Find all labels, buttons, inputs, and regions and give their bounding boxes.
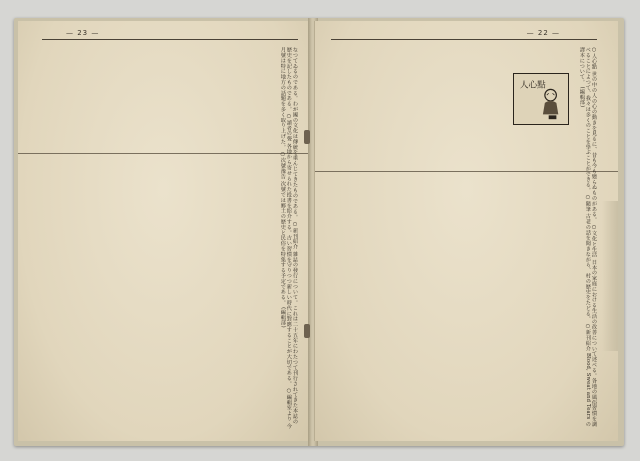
page-number-left: — 23 — <box>66 29 100 37</box>
book-spread <box>14 18 624 446</box>
left-page <box>18 21 310 441</box>
header-rule-right <box>331 39 597 40</box>
binding-staple-bottom <box>304 324 310 338</box>
vignette-title: 人心點 <box>519 80 546 91</box>
header-rule-left <box>42 39 298 40</box>
right-page <box>314 21 618 441</box>
page-edge-wear <box>602 201 618 351</box>
binding-staple-top <box>304 130 310 144</box>
body-text-right: ○人心點 世の中の人の心の動きを見るに、昔も今も變らぬものがある。 ○文化と生活 日本の家庭における生活の改善について述べる。各地の風俗習慣を調べることによつて、我々は多くのことを學ぶことができる。 ○隨筆 古老の話を聞きながら、村の歴史をたどる。 ○新刊紹介 Blood, Sweat and Tears の譯本について。 (編輯部) <box>578 47 597 427</box>
page-number-right: — 22 — <box>526 29 560 37</box>
body-text-left: なつてゐるのである。わが國の文化は傳統を重んじてきたものである。 ○新刊紹介 雜誌の發行について。これは二十五年にわたつて刊行されてきた本誌の歴史を記したものである。 ○讀者の聲 各地から寄せられた投書を紹介する。古い習慣を守りつつ新しい時代に對應することが大切である。 ○編輯室より 今月號は特に地方の話題を多く取り上げた。 ○次號豫告 次號では郷土の歴史と民俗を特集する予定である。 (編輯部) <box>279 47 298 429</box>
